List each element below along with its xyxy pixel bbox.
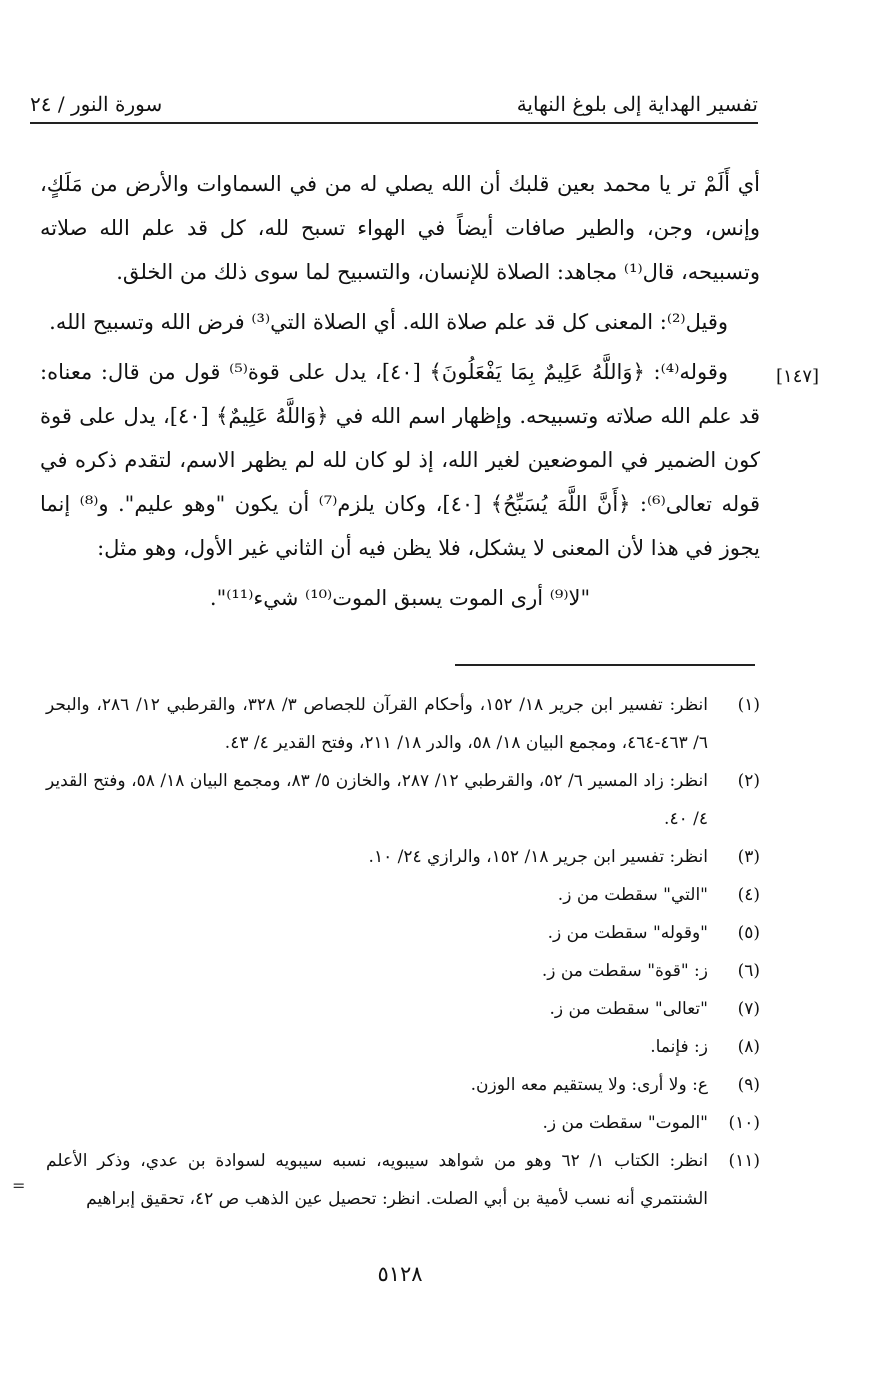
footnote: [46, 838, 760, 876]
footnote-number: (١٠): [728, 1113, 760, 1133]
footnote: [46, 914, 760, 952]
footnote-number: (٤): [737, 885, 760, 905]
footnote-text: "وقوله" سقطت من ز.: [547, 923, 708, 943]
footnote-text: انظر: زاد المسير ٦/ ٥٢، والقرطبي ١٢/ ٢٨٧، والخازن ٥/ ٨٣، ومجمع البيان ١٨/ ٥٨، وفتح القدير ٤/ ٤٠.: [46, 771, 708, 829]
margin-reference: [١٤٧]: [776, 366, 820, 387]
main-text: [40, 162, 760, 620]
footnote-divider: [455, 664, 755, 666]
footnote-number: (١١): [728, 1151, 760, 1171]
page-number: ٥١٢٨: [377, 1262, 423, 1286]
footnote-text: "الموت" سقطت من ز.: [542, 1113, 708, 1133]
footnote: [46, 876, 760, 914]
footnote-number: (٦): [737, 961, 760, 981]
paragraph-2: وقيل⁽²⁾: المعنى كل قد علم صلاة الله. أي الصلاة التي⁽³⁾ فرض الله وتسبيح الله.: [49, 310, 728, 334]
paragraph-1: أي أَلَمْ تر يا محمد بعين قلبك أن الله يصلي له من في السماوات والأرض من مَلَكٍ، وإنس، وجن، والطير صافات أيضاً في الهواء تسبح لله، كل قد علم الله صلاته وتسبيحه، قال⁽¹⁾ مجاهد: الصلاة للإنسان، والتسبيح لما سوى ذلك من الخلق.: [40, 172, 760, 284]
footnote: [46, 1142, 760, 1218]
continuation-mark: =: [12, 1176, 26, 1195]
footnote-text: "التي" سقطت من ز.: [557, 885, 708, 905]
footnote-text: ز: "قوة" سقطت من ز.: [541, 961, 708, 981]
footnote-number: (٩): [737, 1075, 760, 1095]
footnote: [46, 1028, 760, 1066]
running-header: [30, 92, 758, 124]
footnote: [46, 990, 760, 1028]
footnote-text: "تعالى" سقطت من ز.: [549, 999, 708, 1019]
footnote-number: (٨): [737, 1037, 760, 1057]
footnote-text: انظر: تفسير ابن جرير ١٨/ ١٥٢، والرازي ٢٤/ ١٠.: [368, 847, 708, 867]
footnote: [46, 1066, 760, 1104]
footnote-text: ع: ولا أرى: ولا يستقيم معه الوزن.: [470, 1075, 708, 1095]
footnote-number: (٥): [737, 923, 760, 943]
footnote-number: (٧): [737, 999, 760, 1019]
surah-label: سورة النور / ٢٤: [30, 92, 163, 116]
footnotes: [46, 686, 760, 1218]
book-title: تفسير الهداية إلى بلوغ النهاية: [516, 92, 758, 116]
footnote-text: انظر: تفسير ابن جرير ١٨/ ١٥٢، وأحكام القرآن للجصاص ٣/ ٣٢٨، والقرطبي ١٢/ ٢٨٦، والبحر ٦/ ٤٦٣-٤٦٤، ومجمع البيان ١٨/ ٥٨، والدر ١٨/ ٢١١، وفتح القدير ٤/ ٤٣.: [46, 695, 708, 753]
footnote-text: انظر: الكتاب ١/ ٦٢ وهو من شواهد سيبويه، نسبه سيبويه لسوادة بن عدي، وذكر الأعلم الشنتمري أنه نسب لأمية بن أبي الصلت. انظر: تحصيل عين الذهب ص ٤٢، تحقيق إبراهيم: [46, 1151, 708, 1209]
footnote-number: (١): [737, 695, 760, 715]
paragraph-3: وقوله⁽⁴⁾: ﴿وَاللَّهُ عَلِيمٌ بِمَا يَفْعَلُونَ﴾ [٤٠]، يدل على قوة⁽⁵⁾ قول من قال: معناه: قد علم الله صلاته وتسبيحه. وإظهار اسم الله في ﴿وَاللَّهُ عَلِيمٌ﴾ [٤٠]، يدل على قوة كون الضمير في الموضعين لغير الله، إذ لو كان لله لم يظهر الاسم، لتقدم ذكره في قوله تعالى⁽⁶⁾: ﴿أَنَّ اللَّهَ يُسَبِّحُ﴾ [٤٠]، وكان يلزم⁽⁷⁾ أن يكون "وهو عليم". و⁽⁸⁾ إنما يجوز في هذا لأن المعنى لا يشكل، فلا يظن فيه أن الثاني غير الأول، وهو مثل:: [40, 360, 761, 560]
footnote: [46, 762, 760, 838]
poetry-verse: "لا⁽⁹⁾ أرى الموت يسبق الموت⁽¹⁰⁾ شيء⁽¹¹⁾".: [209, 586, 591, 610]
footnote: [46, 686, 760, 762]
footnote-number: (٢): [737, 771, 760, 791]
footnote-number: (٣): [737, 847, 760, 867]
footnote: [46, 952, 760, 990]
footnote: [46, 1104, 760, 1142]
footnote-text: ز: فإنما.: [650, 1037, 708, 1057]
